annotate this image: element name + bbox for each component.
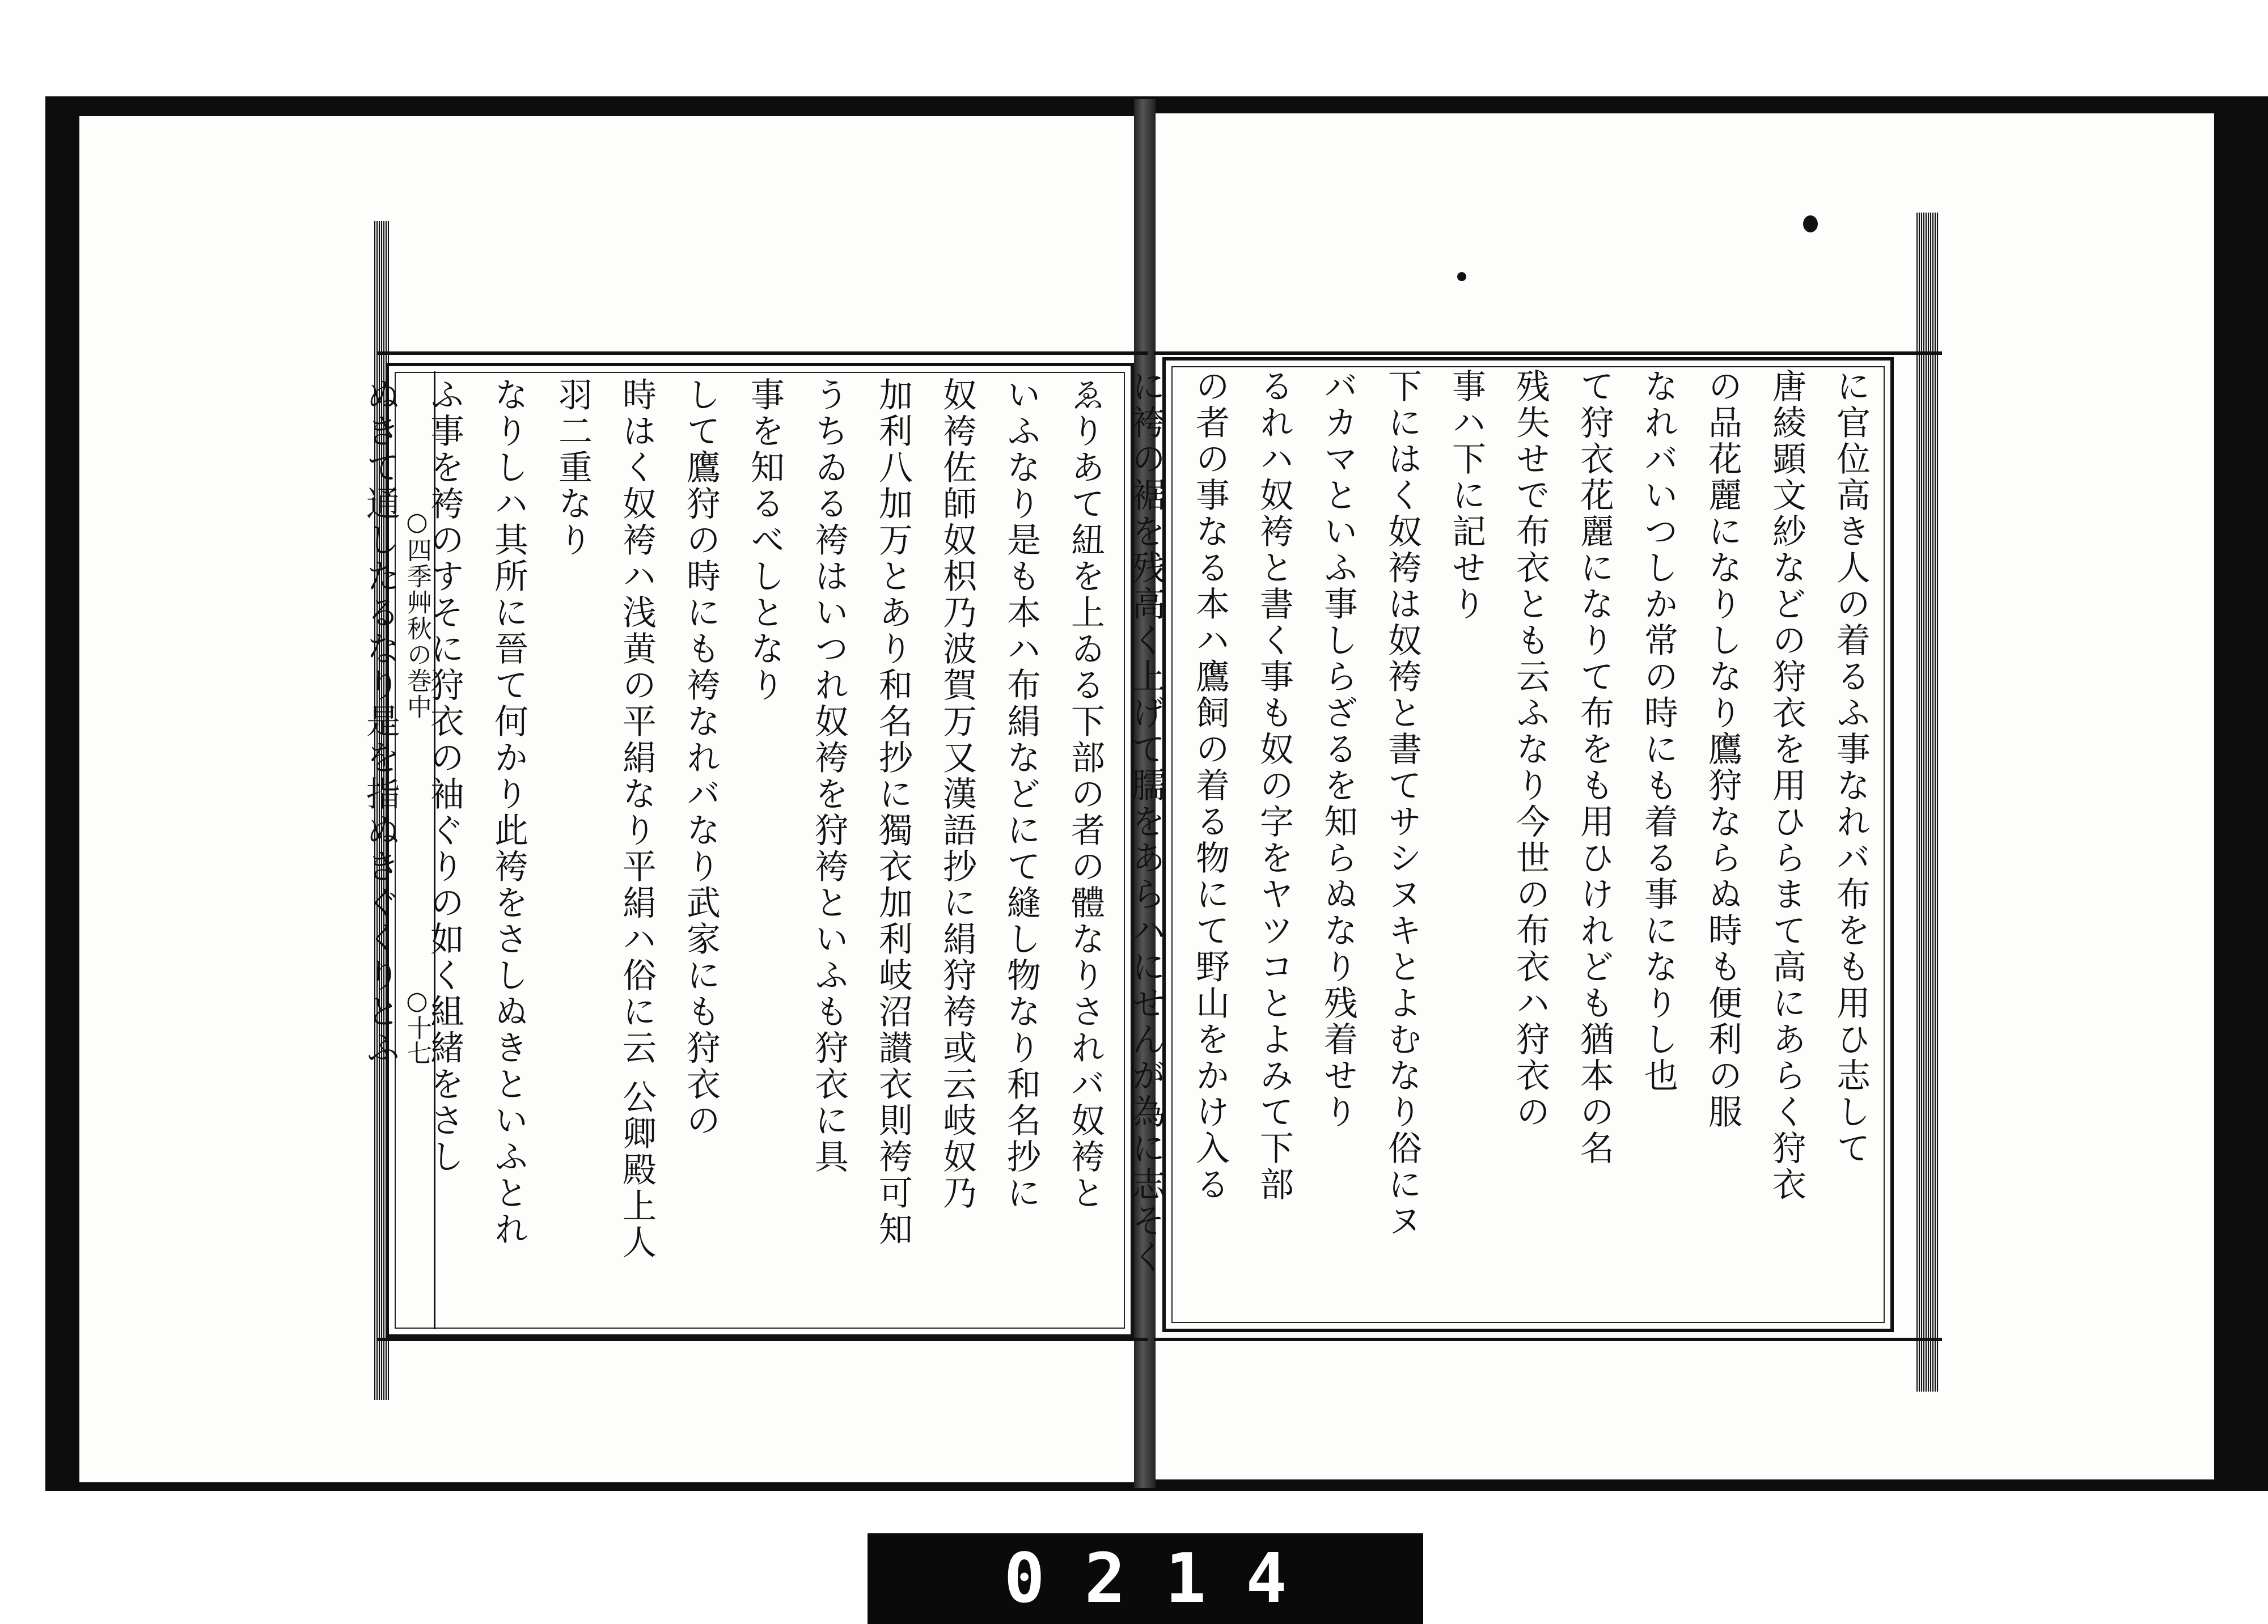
- text-line: バカマといふ事しらざるを知らぬなり残着せり: [1318, 368, 1358, 1130]
- text-line: ゑりあて紐を上ゐる下部の者の體なりされバ奴袴と: [1065, 377, 1105, 1211]
- text-line: 事ハ下に記せり: [1446, 368, 1486, 622]
- image-number-label: [868, 1533, 1423, 1624]
- text-line: て狩衣花麗になりて布をも用ひけれども猶本の名: [1575, 368, 1614, 1167]
- left-top-rule: [377, 351, 1148, 355]
- text-line: うちゐる袴はいつれ奴袴を狩袴といふも狩衣に具: [809, 377, 849, 1175]
- text-line: の品花麗になりしなり鷹狩ならぬ時も便利の服: [1703, 368, 1742, 1130]
- text-line: 残失せで布衣とも云ふなり今世の布衣ハ狩衣の: [1510, 368, 1550, 1130]
- folio-number: ○十七: [403, 986, 431, 1065]
- margin-title: ○四季艸秋の巻中: [403, 507, 431, 720]
- text-line: 奴袴佐師奴枳乃波賀万又漢語抄に絹狩袴或云岐奴乃: [937, 377, 977, 1211]
- text-line: 下にはく奴袴は奴袴と書てサシヌキとよむなり俗にヌ: [1382, 368, 1422, 1239]
- text-line: 事を知るべしとなり: [745, 377, 785, 703]
- text-line: に官位高き人の着るふ事なれバ布をも用ひ志して: [1831, 368, 1871, 1167]
- text-line: 時はく奴袴ハ浅黄の平絹なり平絹ハ俗に云 公卿殿上人: [617, 377, 657, 1261]
- ink-speck: [1457, 272, 1466, 281]
- text-line: ふ事を袴のすそに狩衣の袖ぐりの如く組緒をさし: [425, 377, 464, 1175]
- text-line: るれハ奴袴と書く事も奴の字をヤツコとよみて下部: [1254, 368, 1294, 1203]
- right-bottom-rule: [1154, 1338, 1942, 1341]
- right-top-rule: [1154, 351, 1942, 355]
- right-page-body: [1126, 368, 1882, 1321]
- text-line: 唐綾顕文紗などの狩衣を用ひらまて高にあらく狩衣: [1767, 368, 1806, 1203]
- text-line: いふなり是も本ハ布絹などにて縫し物なり和名抄に: [1001, 377, 1041, 1211]
- text-line: なれバいつしか常の時にも着る事になりし也: [1639, 368, 1678, 1094]
- text-line: に袴の裾を残高く上げて臑をあらハにせんが為に志そく: [1126, 368, 1166, 1275]
- text-line: ぬきて通したるなり是を指ぬきぐくりとふ: [361, 377, 400, 1066]
- text-line: 加利八加万とあり和名抄に獨衣加利岐沼讃衣則袴可知: [873, 377, 913, 1248]
- image-number: 0214: [1004, 1539, 1327, 1618]
- text-line: 羽二重なり: [553, 377, 593, 558]
- text-line: なりしハ其所に晉て何かり此袴をさしぬきといふとれ: [489, 377, 528, 1248]
- ink-speck: [1803, 215, 1818, 232]
- text-line: の者の事なる本ハ鷹飼の着る物にて野山をかけ入る: [1190, 368, 1230, 1203]
- text-line: して鷹狩の時にも袴なれバなり武家にも狩衣の: [681, 377, 721, 1139]
- right-page-edges: [1916, 213, 1939, 1392]
- left-bottom-rule: [377, 1338, 1148, 1341]
